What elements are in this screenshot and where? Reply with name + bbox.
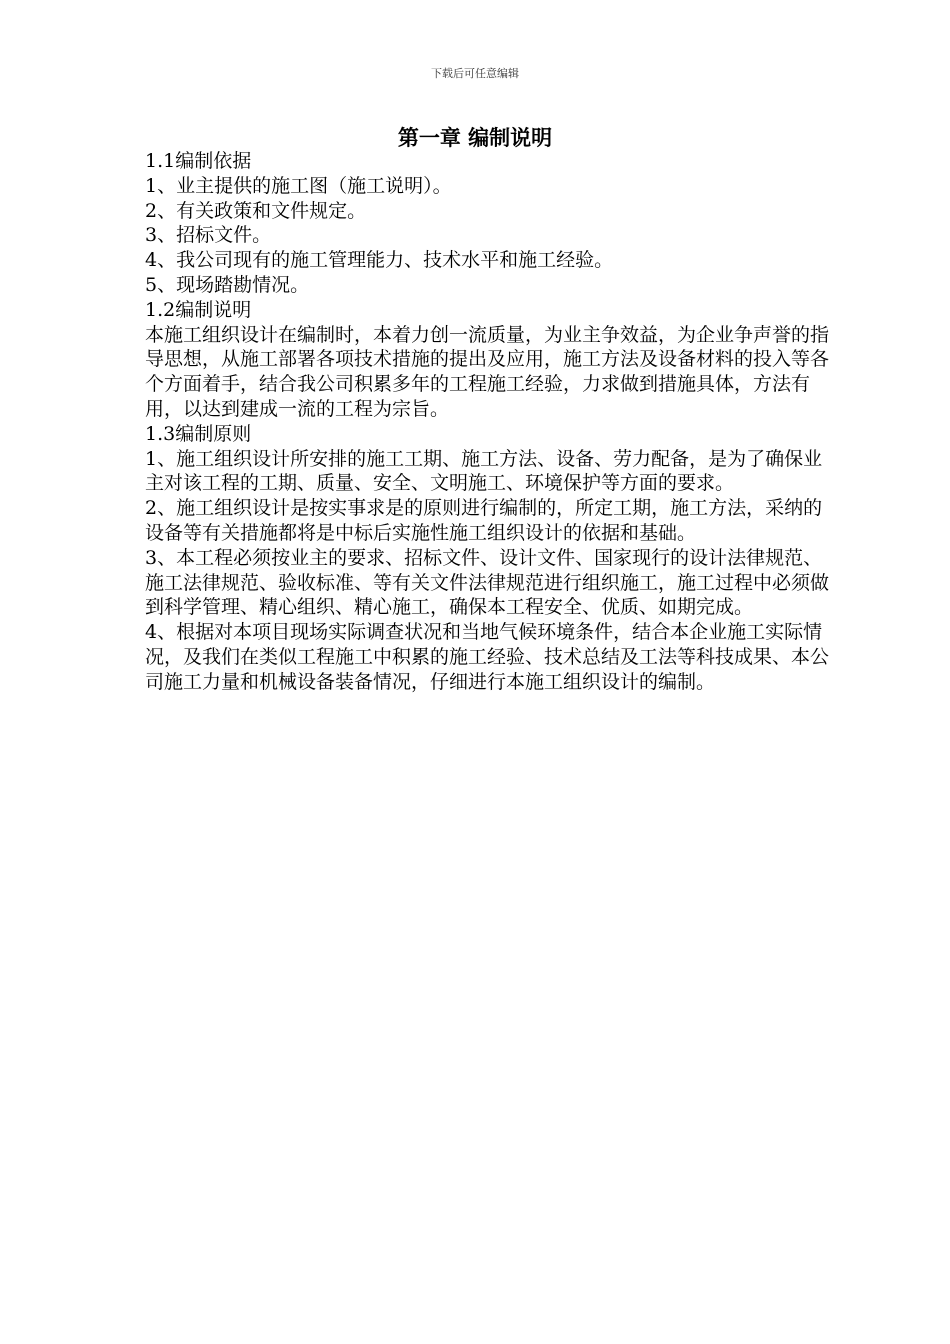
basis-item: 4、我公司现有的施工管理能力、技术水平和施工经验。 <box>145 249 614 272</box>
principle-item: 4、根据对本项目现场实际调查状况和当地气候环境条件，结合本企业施工实际情况，及我们在类似工程施工中积累的施工经验、技术总结及工法等科技成果、本公司施工力量和机械设备装备情况，仔细进行本施工组织设计的编制。 <box>145 621 830 693</box>
basis-item: 1、业主提供的施工图（施工说明）。 <box>145 174 452 197</box>
page-header-note: 下载后可任意编辑 <box>431 67 519 80</box>
basis-item: 3、招标文件。 <box>145 224 272 247</box>
chapter-title: 第一章 编制说明 <box>397 125 553 150</box>
principle-item: 1、施工组织设计所安排的施工工期、施工方法、设备、劳力配备，是为了确保业主对该工程的工期、质量、安全、文明施工、环境保护等方面的要求。 <box>145 447 823 495</box>
section-heading-basis: 1.1编制依据 <box>145 150 252 172</box>
section-heading-principles: 1.3编制原则 <box>145 422 252 445</box>
basis-item: 5、现场踏勘情况。 <box>145 273 310 296</box>
basis-item: 2、有关政策和文件规定。 <box>145 199 367 222</box>
document-body <box>145 149 835 695</box>
section-heading-description: 1.2编制说明 <box>145 298 252 321</box>
principle-item: 3、本工程必须按业主的要求、招标文件、设计文件、国家现行的设计法律规范、施工法律规范、验收标准、等有关文件法律规范进行组织施工，施工过程中必须做到科学管理、精心组织、精心施工，确保本工程安全、优质、如期完成。 <box>145 546 830 619</box>
description-paragraph: 本施工组织设计在编制时，本着力创一流质量，为业主争效益，为企业争声誉的指导思想，从施工部署各项技术措施的提出及应用，施工方法及设备材料的投入等各个方面着手，结合我公司积累多年的工程施工经验，力求做到措施具体，方法有用，以达到建成一流的工程为宗旨。 <box>145 323 830 420</box>
principle-item: 2、施工组织设计是按实事求是的原则进行编制的，所定工期，施工方法，采纳的设备等有关措施都将是中标后实施性施工组织设计的依据和基础。 <box>145 497 823 544</box>
